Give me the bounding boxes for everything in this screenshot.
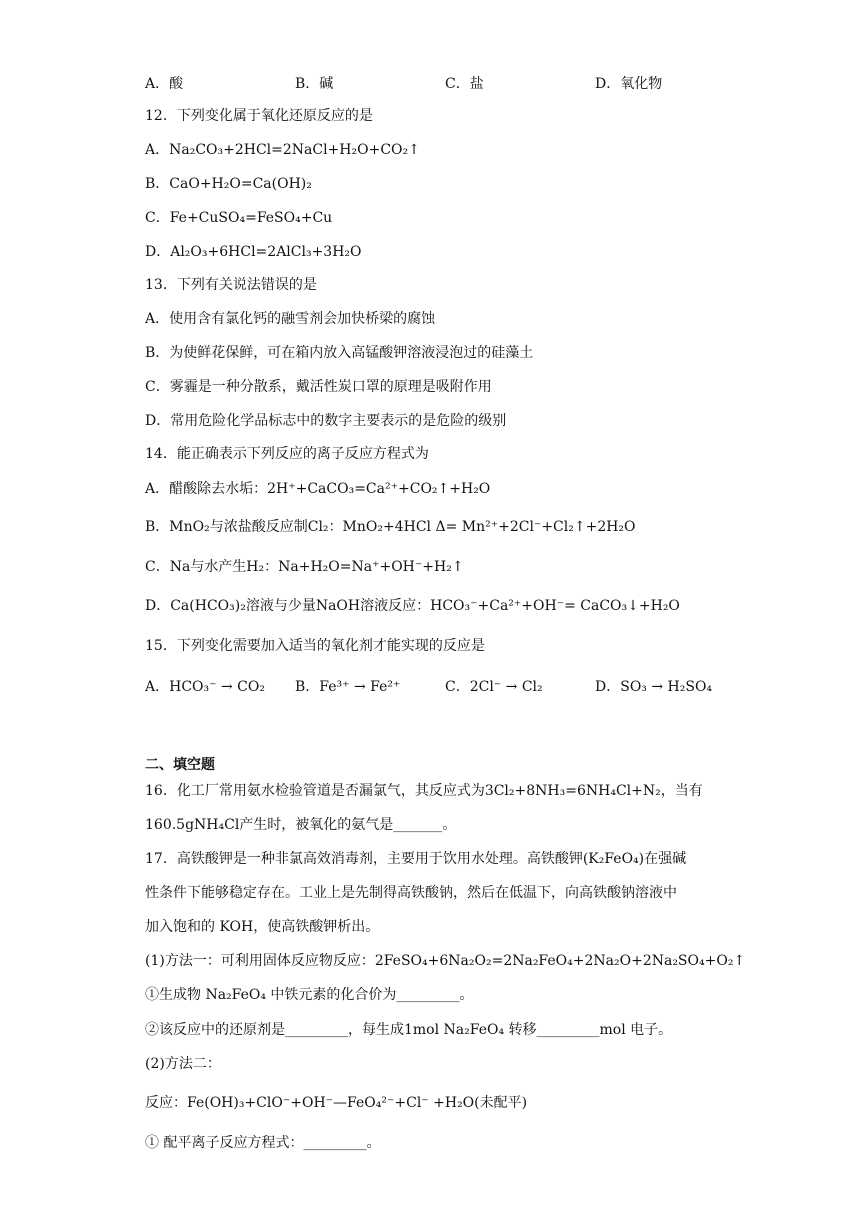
section-title: 二、填空题 [145, 757, 215, 773]
q11-option-b: B．碱 [295, 76, 334, 92]
q12-option-d: D．Al₂O₃+6HCl=2AlCl₃+3H₂O [145, 244, 362, 260]
q14-stem: 14．能正确表示下列反应的离子反应方程式为 [145, 446, 429, 462]
q11-option-d: D．氧化物 [595, 76, 663, 92]
q11-option-c: C．盐 [445, 76, 484, 92]
q11-option-a: A．酸 [145, 76, 184, 92]
q17-line-3: 加入饱和的 KOH，使高铁酸钾析出。 [145, 919, 380, 935]
q17-method-2: (2)方法二： [145, 1056, 221, 1072]
q16-line-2: 160.5gNH₄Cl产生时，被氧化的氨气是_______。 [145, 817, 457, 833]
q12-option-a: A．Na₂CO₃+2HCl=2NaCl+H₂O+CO₂↑ [145, 142, 420, 158]
q17-method-2-part-a: ① 配平离子反应方程式：_________。 [145, 1135, 381, 1151]
q17-method-1-part-a: ①生成物 Na₂FeO₄ 中铁元素的化合价为_________。 [145, 987, 474, 1003]
q13-option-c: C．雾霾是一种分散系，戴活性炭口罩的原理是吸附作用 [145, 379, 492, 395]
q13-option-d: D．常用危险化学品标志中的数字主要表示的是危险的级别 [145, 413, 507, 429]
q12-option-c: C．Fe+CuSO₄=FeSO₄+Cu [145, 210, 333, 226]
q12-option-b: B．CaO+H₂O=Ca(OH)₂ [145, 176, 312, 192]
q14-option-d: D．Ca(HCO₃)₂溶液与少量NaOH溶液反应：HCO₃⁻+Ca²⁺+OH⁻= CaCO₃↓+H₂O [145, 598, 680, 614]
q14-option-b: B．MnO₂与浓盐酸反应制Cl₂：MnO₂+4HCl Δ= Mn²⁺+2Cl⁻+Cl₂↑+2H₂O [145, 519, 636, 535]
q17-method-1: (1)方法一：可利用固体反应物反应：2FeSO₄+6Na₂O₂=2Na₂FeO₄+2Na₂O+2Na₂SO₄+O₂↑ [145, 953, 746, 969]
q17-method-1-part-b: ②该反应中的还原剂是_________，每生成1mol Na₂FeO₄ 转移_________mol 电子。 [145, 1022, 673, 1038]
q16-line-1: 16．化工厂常用氨水检验管道是否漏氯气，其反应式为3Cl₂+8NH₃=6NH₄Cl+N₂，当有 [145, 783, 703, 799]
q13-option-b: B．为使鲜花保鲜，可在箱内放入高锰酸钾溶液浸泡过的硅藻土 [145, 345, 534, 361]
q17-method-2-reaction: 反应：Fe(OH)₃+ClO⁻+OH⁻—FeO₄²⁻+Cl⁻ +H₂O(未配平) [145, 1095, 528, 1111]
q17-line-2: 性条件下能够稳定存在。工业上是先制得高铁酸钠，然后在低温下，向高铁酸钠溶液中 [145, 885, 677, 901]
q12-stem: 12．下列变化属于氧化还原反应的是 [145, 108, 373, 124]
q13-stem: 13．下列有关说法错误的是 [145, 277, 317, 293]
q15-stem: 15．下列变化需要加入适当的氧化剂才能实现的反应是 [145, 638, 485, 654]
q17-line-1: 17．高铁酸钾是一种非氯高效消毒剂，主要用于饮用水处理。高铁酸钾(K₂FeO₄)在强碱 [145, 851, 687, 867]
q15-option-c: C．2Cl⁻ → Cl₂ [445, 679, 543, 695]
q14-option-a: A．醋酸除去水垢：2H⁺+CaCO₃=Ca²⁺+CO₂↑+H₂O [145, 481, 491, 497]
q14-option-c: C．Na与水产生H₂：Na+H₂O=Na⁺+OH⁻+H₂↑ [145, 559, 464, 575]
q15-option-a: A．HCO₃⁻ → CO₂ [145, 679, 265, 695]
q15-option-d: D．SO₃ → H₂SO₄ [595, 679, 713, 695]
q15-option-b: B．Fe³⁺ → Fe²⁺ [295, 679, 401, 695]
q13-option-a: A．使用含有氯化钙的融雪剂会加快桥梁的腐蚀 [145, 311, 436, 327]
